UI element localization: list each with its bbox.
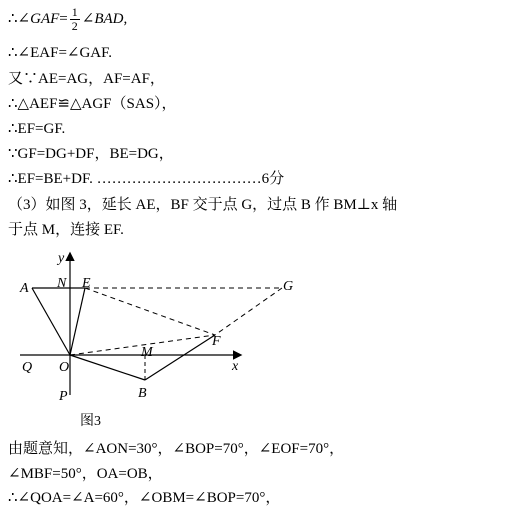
- label-y: y: [58, 251, 65, 266]
- segment-GF: [215, 288, 282, 335]
- label-F: F: [212, 334, 221, 349]
- fraction-denominator: 2: [71, 19, 78, 33]
- label-E: E: [82, 276, 91, 291]
- line-1: [8, 6, 127, 33]
- segment-AO: [32, 288, 70, 355]
- line-2: ∴∠EAF=∠GAF.: [8, 45, 113, 61]
- line-1-mid: =: [59, 10, 68, 27]
- line-6: ∵GF=DG+DF，BE=DG，: [8, 146, 174, 162]
- figure-caption: 图3: [80, 414, 101, 429]
- line-1-post: ,: [123, 10, 128, 27]
- line-7: ∴EF=BE+DF. ……………………………6分: [8, 171, 285, 187]
- label-x: x: [232, 359, 239, 374]
- line-3: 又∵AE=AG，AF=AF，: [8, 71, 165, 87]
- line-1-post-math: BAD: [94, 10, 124, 27]
- segment-BF: [145, 335, 215, 380]
- fraction: [70, 6, 80, 33]
- fraction-numerator: 1: [71, 5, 78, 19]
- label-P: P: [59, 389, 68, 404]
- line-9: 于点 M，连接 EF.: [8, 222, 124, 238]
- line-1-post-pre: ∠: [81, 10, 95, 27]
- label-N: N: [57, 276, 67, 291]
- segment-EF: [85, 288, 215, 335]
- label-M: M: [141, 345, 153, 360]
- line-11: ∠MBF=50°，OA=OB，: [8, 466, 163, 482]
- line-4: ∴△AEF≌△AGF（SAS），: [8, 96, 177, 112]
- label-Q: Q: [22, 360, 33, 375]
- label-B: B: [138, 386, 147, 401]
- geometry-figure: [0, 240, 506, 440]
- line-1-pre: ∴∠: [8, 10, 31, 27]
- line-5: ∴EF=GF.: [8, 121, 66, 137]
- label-O: O: [59, 360, 70, 375]
- line-1-math: GAF: [30, 10, 60, 27]
- line-10: 由题意知，∠AON=30°，∠BOP=70°，∠EOF=70°，: [8, 441, 345, 457]
- label-A: A: [20, 281, 29, 296]
- segment-EO: [70, 288, 85, 355]
- label-G: G: [283, 279, 294, 294]
- line-8: （3）如图 3，延长 AE，BF 交于点 G，过点 B 作 BM⊥x 轴: [8, 197, 398, 213]
- line-12: ∴∠QOA=∠A=60°，∠OBM=∠BOP=70°，: [8, 490, 281, 506]
- segment-OB: [70, 355, 145, 380]
